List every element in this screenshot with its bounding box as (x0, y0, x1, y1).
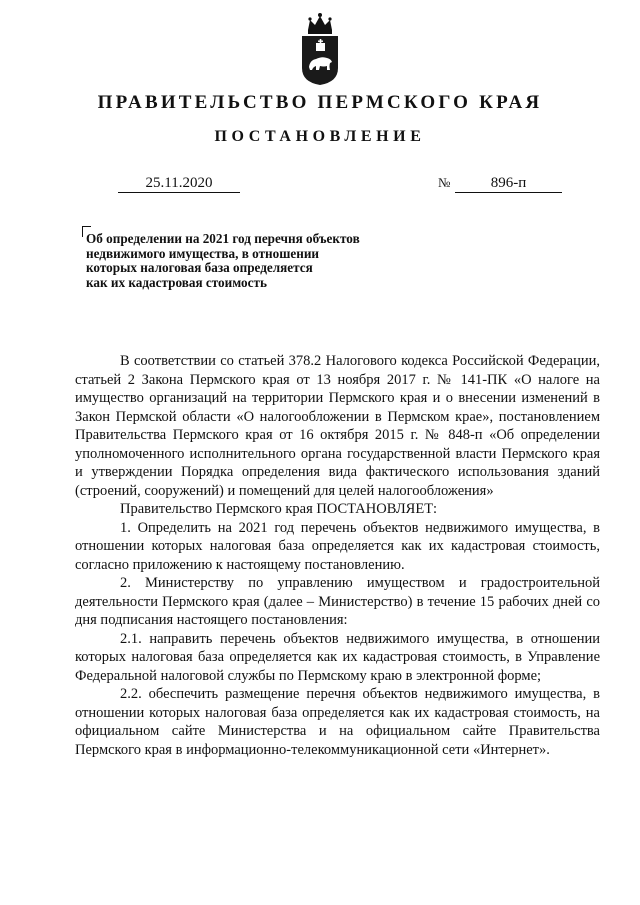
government-title: ПРАВИТЕЛЬСТВО ПЕРМСКОГО КРАЯ (97, 92, 543, 113)
number-prefix: № (438, 175, 451, 190)
paragraph-preamble: В соответствии со статьей 378.2 Налогового кодекса Российской Федерации, статьей 2 Закона Пермского края от 13 ноября 2017 г. № 141-ПК «О налоге на имущество организаций на территории Пермского края и о внесении изменений в Закон Пермской области «О налогообложении в Пермском крае», постановлением Правительства Пермского края от 16 октября 2015 г. № 848-п «Об определении уполномоченного исполнительного органа государственной власти Пермского края и утверждении Порядка определения вида фактического использования зданий (строений, сооружений) и помещений для целей налогообложения» (75, 353, 600, 499)
document-type: ПОСТАНОВЛЕНИЕ (214, 128, 426, 145)
paragraph-item-2-2: 2.2. обеспечить размещение перечня объектов недвижимого имущества, в отношении которых налоговая база определяется как их кадастровая стоимость, на официальном сайте Министерства и на официальном сайте Правительства Пермского края в информационно-телекоммуникационной сети «Интернет». (75, 686, 600, 758)
document-date: 25.11.2020 (118, 174, 240, 193)
paragraph-resolves: Правительство Пермского края ПОСТАНОВЛЯЕТ: (120, 501, 438, 517)
subject-line: как их кадастровая стоимость (86, 274, 267, 290)
document-number: 896-п (455, 174, 562, 193)
paragraph-item-2: 2. Министерству по управлению имуществом и градостроительной деятельности Пермского края (далее – Министерство) в течение 15 рабочих дней со дня подписания настоящего постановления: (75, 575, 600, 628)
coat-of-arms-icon (300, 12, 340, 86)
document-subject (86, 232, 426, 290)
paragraph-item-2-1: 2.1. направить перечень объектов недвижимого имущества, в отношении которых налоговая база определяется как их кадастровая стоимость, в Управление Федеральной налоговой службы по Пермскому краю в электронной форме; (75, 630, 600, 684)
subject-line: Об определении на 2021 год перечня объектов (86, 231, 360, 246)
document-body (75, 352, 600, 759)
subject-line: недвижимого имущества, в отношении (86, 245, 320, 261)
paragraph-item-1: 1. Определить на 2021 год перечень объектов недвижимого имущества, в отношении которых налоговая база определяется как их кадастровая стоимость, согласно приложению к настоящему постановлению. (75, 519, 600, 573)
subject-line: которых налоговая база определяется (86, 260, 313, 276)
